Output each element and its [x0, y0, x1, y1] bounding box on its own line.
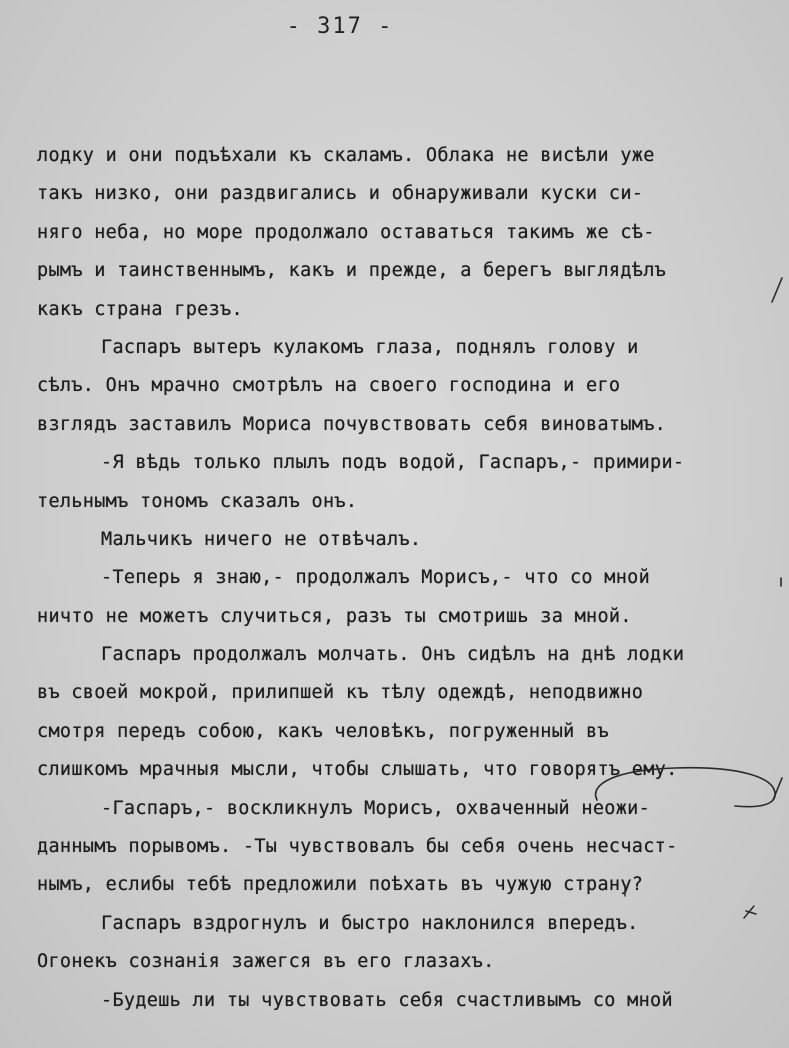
paragraph-start-line: Гаспаръ вздрогнулъ и быстро наклонился впередъ.	[101, 912, 639, 934]
paragraph-start-line: Гаспаръ вытеръ кулакомъ глаза, поднялъ голову и	[101, 336, 639, 358]
paragraph-start-line: Мальчикъ ничего не отвѣчалъ.	[101, 528, 422, 550]
paragraph-start-line: -Теперь я знаю,- продолжалъ Морисъ,- что со мной	[101, 567, 651, 589]
paragraph-start-line: -Гаспаръ,- воскликнулъ Морисъ, охваченный неожи-	[101, 797, 651, 819]
text-line: няго неба, но море продолжало оставаться такимъ же сѣ-	[37, 221, 655, 243]
text-line: даннымъ порывомъ. -Ты чувствовалъ бы себя очень несчаст-	[37, 836, 678, 858]
text-line: такъ низко, они раздвигались и обнаруживали куски си-	[37, 183, 644, 205]
text-line: рымъ и таинственнымъ, какъ и прежде, а берегъ выглядѣлъ	[37, 260, 667, 282]
typed-text-body	[37, 137, 785, 1020]
text-line: взглядъ заставилъ Мориса почувствовать себя виноватымъ.	[37, 413, 667, 435]
page-number: - 317 -	[286, 14, 394, 39]
text-line: въ своей мокрой, прилипшей къ тѣлу одеждѣ, неподвижно	[37, 682, 644, 704]
text-line: Огонекъ сознанія зажегся въ его глазахъ.	[37, 951, 495, 973]
paragraph-start-line: -Я вѣдь только плылъ подъ водой, Гаспаръ,- примири-	[101, 452, 685, 474]
paragraph-start-line: -Будешь ли ты чувствовать себя счастливымъ со мной	[101, 989, 673, 1011]
text-line: какъ страна грезъ.	[37, 298, 243, 320]
text-line: тельнымъ тономъ сказалъ онъ.	[37, 490, 358, 512]
text-line: ничто не можетъ случиться, разъ ты смотришь за мной.	[37, 605, 632, 627]
text-line: лодку и они подъѣхали къ скаламъ. Облака не висѣли уже	[37, 145, 655, 166]
text-line: смотря передъ собою, какъ человѣкъ, погруженный въ	[37, 720, 609, 742]
text-line: сѣлъ. Онъ мрачно смотрѣлъ на своего господина и его	[37, 375, 621, 397]
text-line: слишкомъ мрачныя мысли, чтобы слышать, что говорятъ ему.	[37, 759, 678, 781]
paragraph-start-line: Гаспаръ продолжалъ молчать. Онъ сидѣлъ на днѣ лодки	[101, 644, 685, 666]
text-line: нымъ, еслибы тебѣ предложили поѣхать въ чужую страну?	[37, 874, 644, 896]
